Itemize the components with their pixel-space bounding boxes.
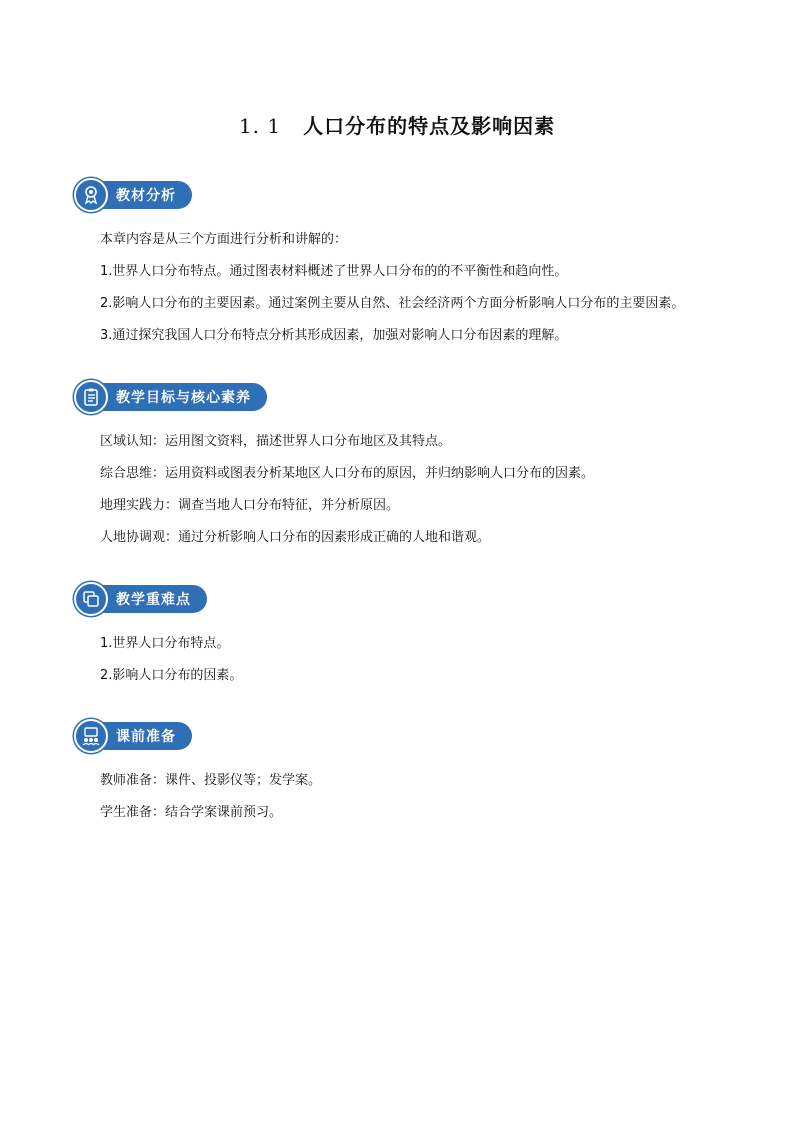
section-content xyxy=(100,628,242,692)
award-ribbon-icon xyxy=(74,178,108,212)
section-goals xyxy=(74,380,594,554)
content-line: 1.世界人口分布特点。通过图表材料概述了世界人口分布的的不平衡性和趋向性。 xyxy=(100,264,568,279)
section-preparation xyxy=(74,719,321,829)
content-line: 2.影响人口分布的主要因素。通过案例主要从自然、社会经济两个方面分析影响人口分布的主要因素。 xyxy=(100,296,685,311)
section-label: 教学目标与核心素养 xyxy=(96,383,267,411)
content-line: 教师准备：课件、投影仪等；发学案。 xyxy=(100,773,322,788)
section-badge xyxy=(74,719,321,753)
section-content xyxy=(100,224,684,352)
content-line: 综合思维：运用资料或图表分析某地区人口分布的原因，并归纳影响人口分布的因素。 xyxy=(100,466,595,481)
section-label: 课前准备 xyxy=(96,722,192,750)
section-badge xyxy=(74,178,684,212)
stacked-pages-icon xyxy=(74,582,108,616)
content-line: 地理实践力：调查当地人口分布特征，并分析原因。 xyxy=(100,498,400,513)
section-label: 教学重难点 xyxy=(96,585,207,613)
content-line: 人地协调观：通过分析影响人口分布的因素形成正确的人地和谐观。 xyxy=(100,530,491,545)
clipboard-checklist-icon xyxy=(74,380,108,414)
section-textbook-analysis xyxy=(74,178,684,352)
section-content xyxy=(100,765,321,829)
section-badge xyxy=(74,582,242,616)
section-label: 教材分析 xyxy=(96,181,192,209)
content-line: 区域认知：运用图文资料，描述世界人口分布地区及其特点。 xyxy=(100,434,452,449)
content-line: 2.影响人口分布的因素。 xyxy=(100,668,243,683)
section-key-points xyxy=(74,582,242,692)
content-line: 3.通过探究我国人口分布特点分析其形成因素，加强对影响人口分布因素的理解。 xyxy=(100,328,568,343)
content-line: 1.世界人口分布特点。 xyxy=(100,636,230,651)
section-content xyxy=(100,426,594,554)
content-line: 学生准备：结合学案课前预习。 xyxy=(100,805,283,820)
content-line: 本章内容是从三个方面进行分析和讲解的： xyxy=(100,232,348,247)
title-number: 1. 1 xyxy=(238,114,282,138)
section-badge xyxy=(74,380,594,414)
page-title xyxy=(0,110,794,139)
presentation-audience-icon xyxy=(74,719,108,753)
title-text: 人口分布的特点及影响因素 xyxy=(303,114,556,138)
